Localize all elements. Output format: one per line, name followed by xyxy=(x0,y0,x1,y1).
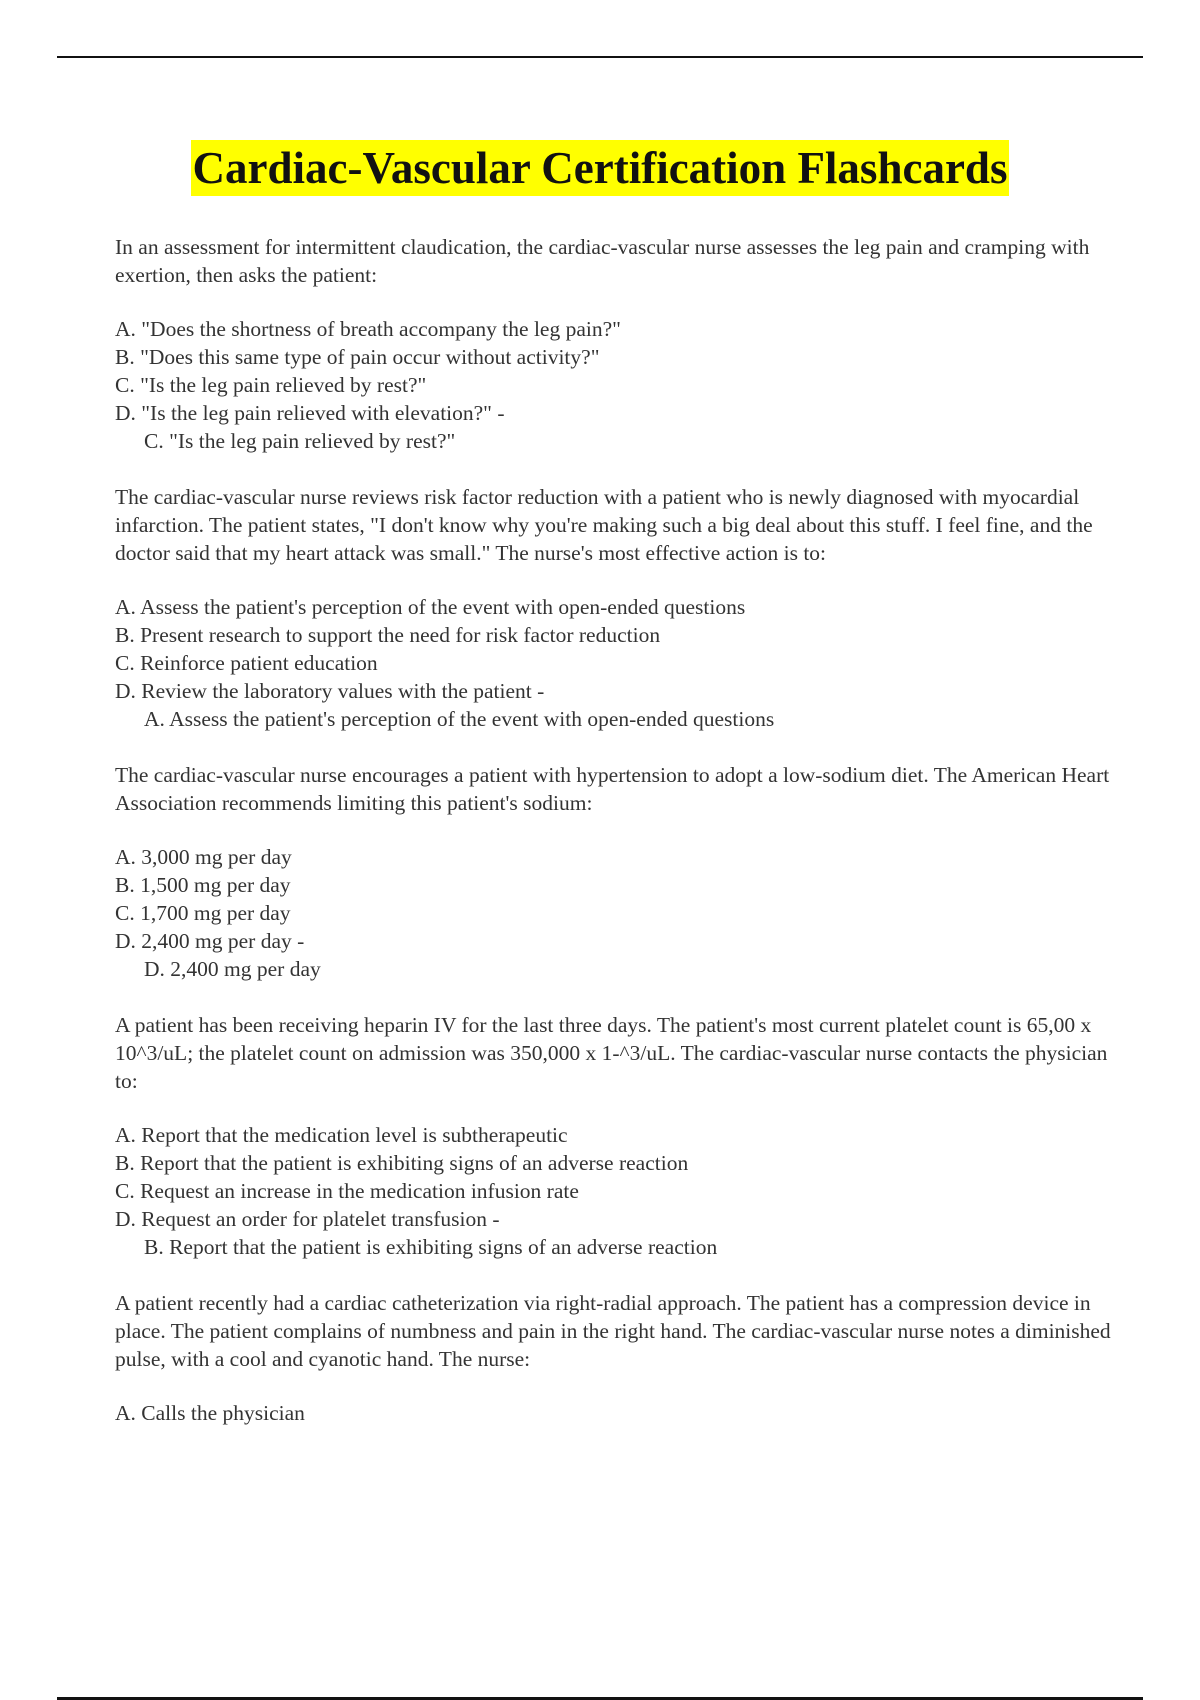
flashcard xyxy=(115,761,1125,983)
option-item: B. Report that the patient is exhibiting signs of an adverse reaction xyxy=(115,1151,689,1175)
top-rule xyxy=(57,56,1143,58)
option-item: D. 2,400 mg per day - xyxy=(115,929,305,953)
flashcard xyxy=(115,1289,1125,1427)
question-text: In an assessment for intermittent claudication, the cardiac-vascular nurse assesses the leg pain and cramping with exertion, then asks the patient: xyxy=(115,235,1090,287)
option-item: A. Calls the physician xyxy=(115,1401,305,1425)
option-item: D. Request an order for platelet transfusion - xyxy=(115,1207,500,1231)
answer-text: B. Report that the patient is exhibiting signs of an adverse reaction xyxy=(144,1235,718,1259)
options-list xyxy=(115,593,1125,733)
question-text: The cardiac-vascular nurse reviews risk factor reduction with a patient who is newly diagnosed with myocardial infarction. The patient states, "I don't know why you're making such a big deal about this stuff. I feel fine, and the doctor said that my heart attack was small." The nurse's most effective action is to: xyxy=(115,485,1093,565)
option-item: C. Reinforce patient education xyxy=(115,651,378,675)
options-list xyxy=(115,315,1125,455)
question-text: A patient has been receiving heparin IV for the last three days. The patient's most current platelet count is 65,00 x 10^3/uL; the platelet count on admission was 350,000 x 1-^3/uL. The cardiac-vascular nurse contacts the physician to: xyxy=(115,1013,1108,1093)
option-item: B. "Does this same type of pain occur without activity?" xyxy=(115,345,600,369)
option-item: A. "Does the shortness of breath accompany the leg pain?" xyxy=(115,317,621,341)
options-list xyxy=(115,1399,1125,1427)
option-item: C. 1,700 mg per day xyxy=(115,901,291,925)
flashcard xyxy=(115,483,1125,733)
flashcard xyxy=(115,1011,1125,1261)
option-item: A. Assess the patient's perception of the event with open-ended questions xyxy=(115,595,746,619)
option-item: D. "Is the leg pain relieved with elevation?" - xyxy=(115,401,505,425)
option-item: B. Present research to support the need for risk factor reduction xyxy=(115,623,661,647)
title-container xyxy=(0,140,1200,196)
options-list xyxy=(115,1121,1125,1261)
question-text: A patient recently had a cardiac catheterization via right-radial approach. The patient has a compression device in place. The patient complains of numbness and pain in the right hand. The cardiac-vascular nurse notes a diminished pulse, with a cool and cyanotic hand. The nurse: xyxy=(115,1291,1111,1371)
question-text: The cardiac-vascular nurse encourages a patient with hypertension to adopt a low-sodium diet. The American Heart Association recommends limiting this patient's sodium: xyxy=(115,763,1110,815)
answer-text: A. Assess the patient's perception of the event with open-ended questions xyxy=(144,707,775,731)
page-title: Cardiac-Vascular Certification Flashcards xyxy=(191,140,1010,196)
flashcard xyxy=(115,233,1125,455)
option-item: C. "Is the leg pain relieved by rest?" xyxy=(115,373,427,397)
option-item: B. 1,500 mg per day xyxy=(115,873,291,897)
flashcard-list xyxy=(115,233,1125,1455)
option-item: A. 3,000 mg per day xyxy=(115,845,292,869)
option-item: D. Review the laboratory values with the patient - xyxy=(115,679,545,703)
option-item: A. Report that the medication level is subtherapeutic xyxy=(115,1123,568,1147)
answer-text: D. 2,400 mg per day xyxy=(144,957,321,981)
options-list xyxy=(115,843,1125,983)
option-item: C. Request an increase in the medication infusion rate xyxy=(115,1179,579,1203)
answer-text: C. "Is the leg pain relieved by rest?" xyxy=(144,429,456,453)
